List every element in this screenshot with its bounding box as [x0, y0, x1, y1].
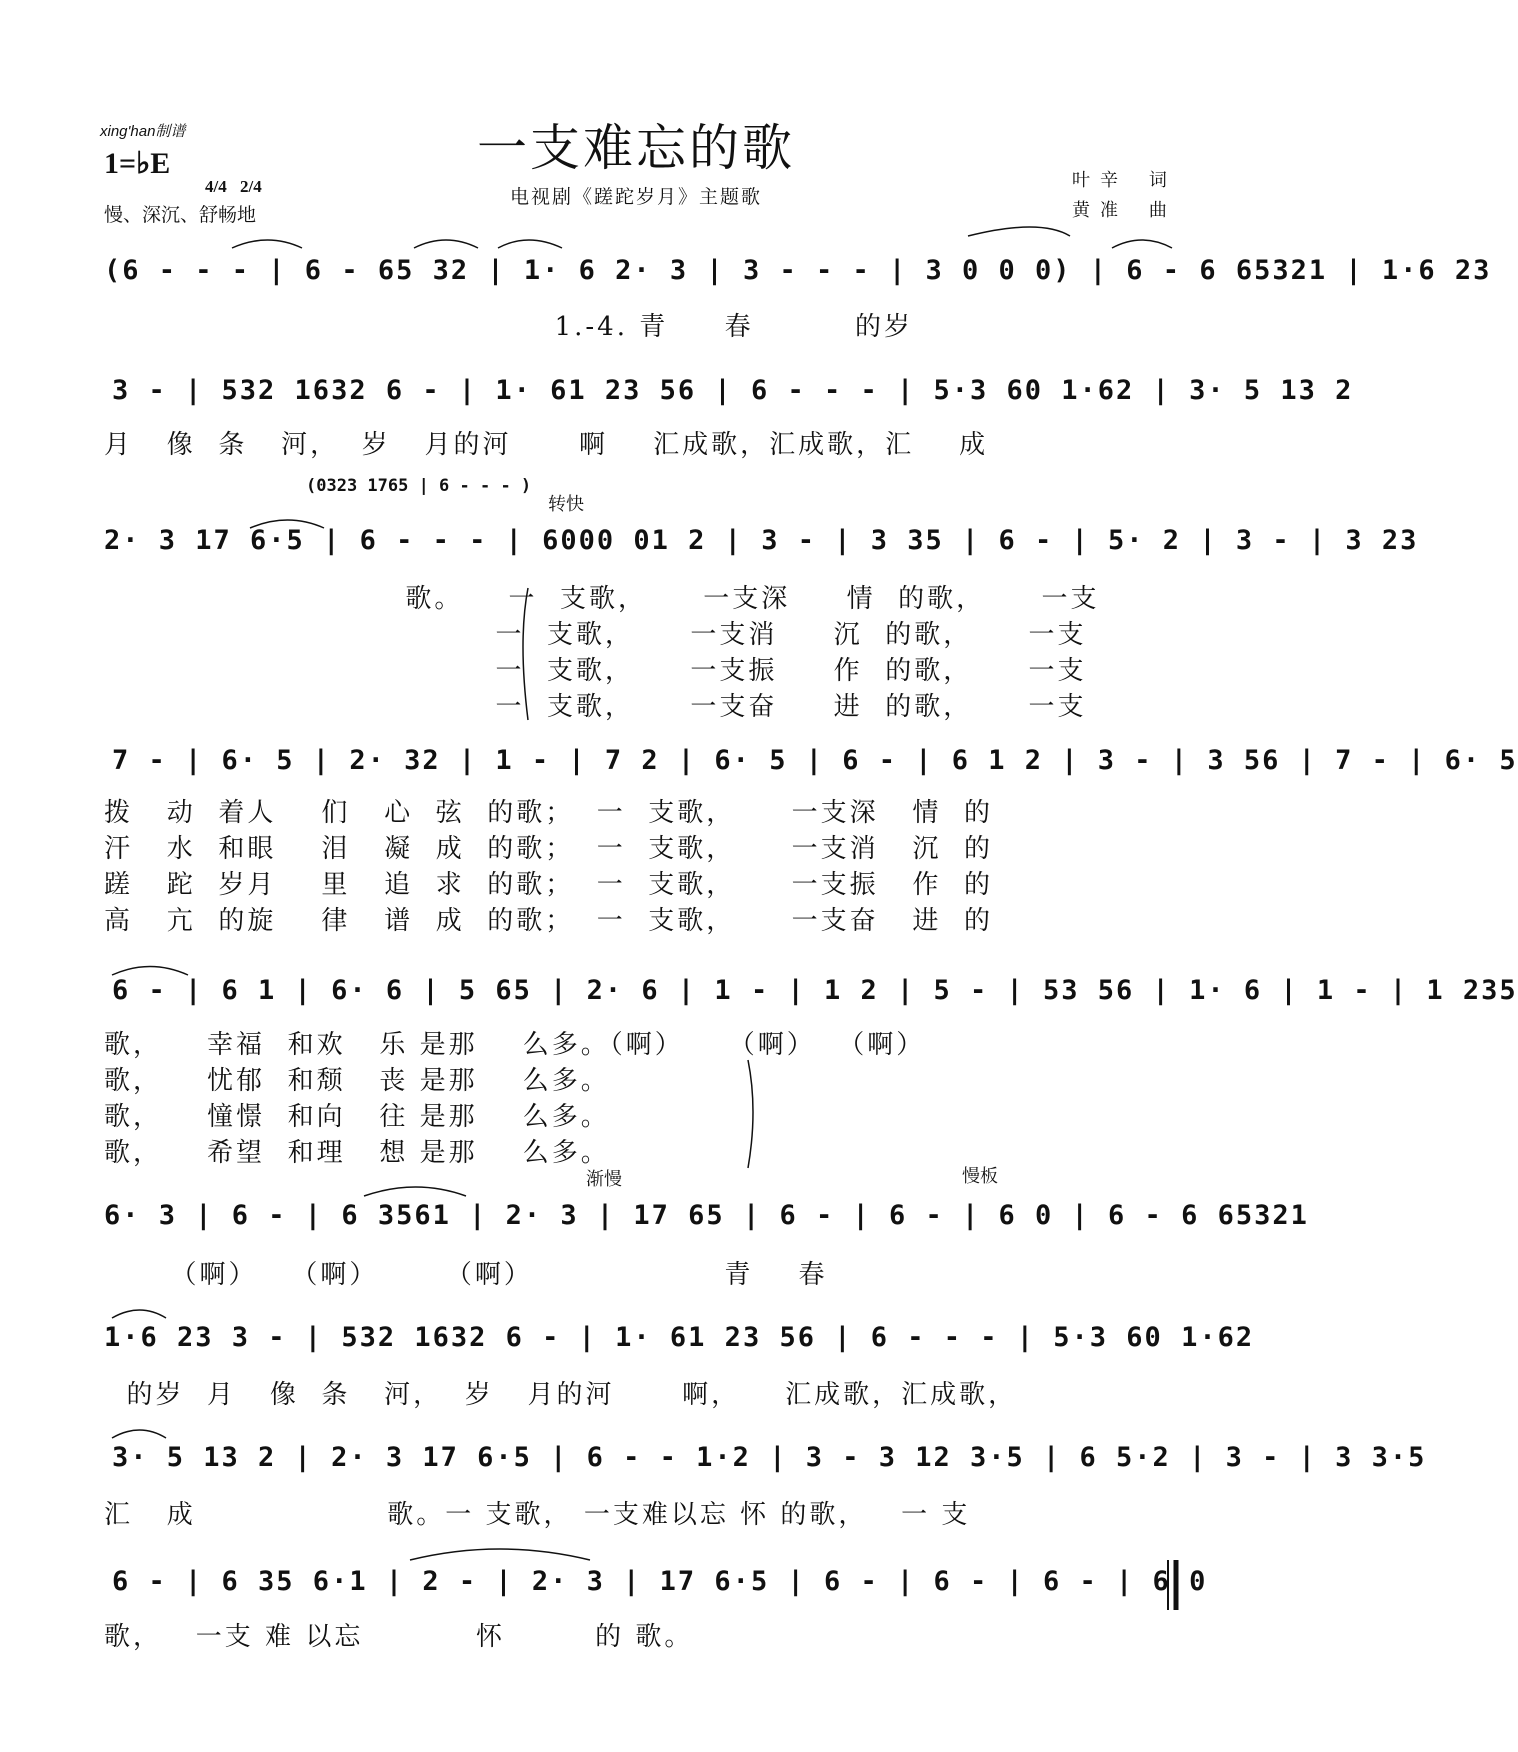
- notation-row-4: 7 - | 6· 5 | 2· 32 | 1 - | 7 2 | 6· 5 | 6 - | 6 1 2 | 3 - | 3 56 | 7 - | 6· 5: [112, 745, 1518, 776]
- notation-row-3: 2· 3 17 6·5 | 6 - - - | 6000 01 2 | 3 - | 3 35 | 6 - | 5· 2 | 3 - | 3 23: [104, 525, 1419, 556]
- slur-row-1a: [232, 240, 302, 248]
- tempo-change-slow: 慢板: [962, 1166, 998, 1187]
- tempo-marking: 慢、深沉、舒畅地: [104, 204, 257, 226]
- time-signature-a: 4/4: [205, 177, 227, 196]
- lyricist-credit: 叶辛 词: [1072, 170, 1177, 191]
- notation-row-6: 6· 3 | 6 - | 6 3561 | 2· 3 | 17 65 | 6 - | 6 - | 6 0 | 6 - 6 65321: [104, 1200, 1309, 1231]
- slur-row-7a: [112, 1310, 166, 1318]
- slur-row-1d: [968, 227, 1070, 236]
- lyric-row-9: 歌， 一支 难 以忘 怀 的 歌。: [104, 1622, 694, 1652]
- lyric-row-3-verse-2: 一 支歌， 一支消 沉 的歌， 一支: [304, 620, 1087, 650]
- slur-row-5a: [112, 967, 188, 976]
- lyric-row-6: （啊） （啊） （啊） 青 春: [148, 1260, 828, 1290]
- score-maker: xing'han制谱: [100, 123, 186, 140]
- slur-row-6a: [364, 1187, 466, 1196]
- slur-row-3a: [250, 520, 324, 528]
- composer-credit: 黄准 曲: [1072, 200, 1177, 221]
- slur-row-1b: [414, 240, 478, 248]
- verse-brace-row-5: [748, 1060, 753, 1168]
- notation-row-2: 3 - | 532 1632 6 - | 1· 61 23 56 | 6 - - - | 5·3 60 1·62 | 3· 5 13 2: [112, 375, 1354, 406]
- lyric-row-4-verse-2: 汗 水 和眼 泪 凝 成 的歌； 一 支歌， 一支消 沉 的: [104, 834, 993, 864]
- small-interlude-notes: (0323 1765 | 6 - - - ): [306, 476, 532, 496]
- lyric-row-5-verse-3: 歌， 憧憬 和向 往 是那 么多。: [104, 1102, 610, 1132]
- lyric-row-8: 汇 成 歌。一 支歌， 一支难以忘 怀 的歌， 一 支: [104, 1500, 971, 1530]
- lyric-row-4-verse-1: 拨 动 着人 们 心 弦 的歌； 一 支歌， 一支深 情 的: [104, 798, 993, 828]
- slur-row-8a: [112, 1430, 166, 1438]
- lyric-row-4-verse-3: 蹉 跎 岁月 里 追 求 的歌； 一 支歌， 一支振 作 的: [104, 870, 993, 900]
- lyric-row-7: 的岁 月 像 条 河， 岁 月的河 啊， 汇成歌，汇成歌，: [104, 1380, 1018, 1410]
- tempo-change-gradually-slower: 渐慢: [586, 1169, 622, 1190]
- lyric-row-5-verse-2: 歌， 忧郁 和颓 丧 是那 么多。: [104, 1066, 610, 1096]
- song-subtitle: 电视剧《蹉跎岁月》主题歌: [509, 186, 762, 208]
- slur-row-1c: [498, 240, 562, 248]
- time-signature-b: 2/4: [240, 177, 262, 196]
- lyric-row-4-verse-4: 高 亢 的旋 律 谱 成 的歌； 一 支歌， 一支奋 进 的: [104, 906, 993, 936]
- lyric-row-3-verse-1: 歌。 一 支歌， 一支深 情 的歌， 一支: [304, 584, 1100, 614]
- lyric-row-5-verse-4: 歌， 希望 和理 想 是那 么多。: [104, 1138, 610, 1168]
- slur-row-9a: [410, 1549, 590, 1560]
- verse-brace-row-3: [523, 588, 528, 720]
- notation-row-1: (6 - - - | 6 - 65 32 | 1· 6 2· 3 | 3 - - - | 3 0 0 0) | 6 - 6 65321 | 1·6 23: [104, 255, 1492, 286]
- tempo-change-faster: 转快: [548, 494, 584, 515]
- lyric-row-3-verse-4: 一 支歌， 一支奋 进 的歌， 一支: [304, 692, 1087, 722]
- lyric-row-1: 1.-4. 青 春 的岁: [104, 312, 913, 342]
- notation-row-9: 6 - | 6 35 6·1 | 2 - | 2· 3 | 17 6·5 | 6 - | 6 - | 6 - | 6 0: [112, 1566, 1208, 1597]
- key-signature: 1=♭E: [104, 147, 171, 180]
- notation-row-8: 3· 5 13 2 | 2· 3 17 6·5 | 6 - - 1·2 | 3 - 3 12 3·5 | 6 5·2 | 3 - | 3 3·5: [112, 1442, 1427, 1473]
- notation-row-7: 1·6 23 3 - | 532 1632 6 - | 1· 61 23 56 | 6 - - - | 5·3 60 1·62: [104, 1322, 1255, 1353]
- notation-row-5: 6 - | 6 1 | 6· 6 | 5 65 | 2· 6 | 1 - | 1 2 | 5 - | 53 56 | 1· 6 | 1 - | 1 235: [112, 975, 1518, 1006]
- slur-row-1e: [1112, 240, 1172, 248]
- song-title: 一支难忘的歌: [477, 119, 795, 177]
- lyric-row-2: 月 像 条 河， 岁 月的河 啊 汇成歌，汇成歌，汇 成: [104, 430, 989, 460]
- lyric-row-5-verse-1: 歌， 幸福 和欢 乐 是那 么多。（啊） （啊） （啊）: [104, 1030, 926, 1060]
- lyric-row-3-verse-3: 一 支歌， 一支振 作 的歌， 一支: [304, 656, 1087, 686]
